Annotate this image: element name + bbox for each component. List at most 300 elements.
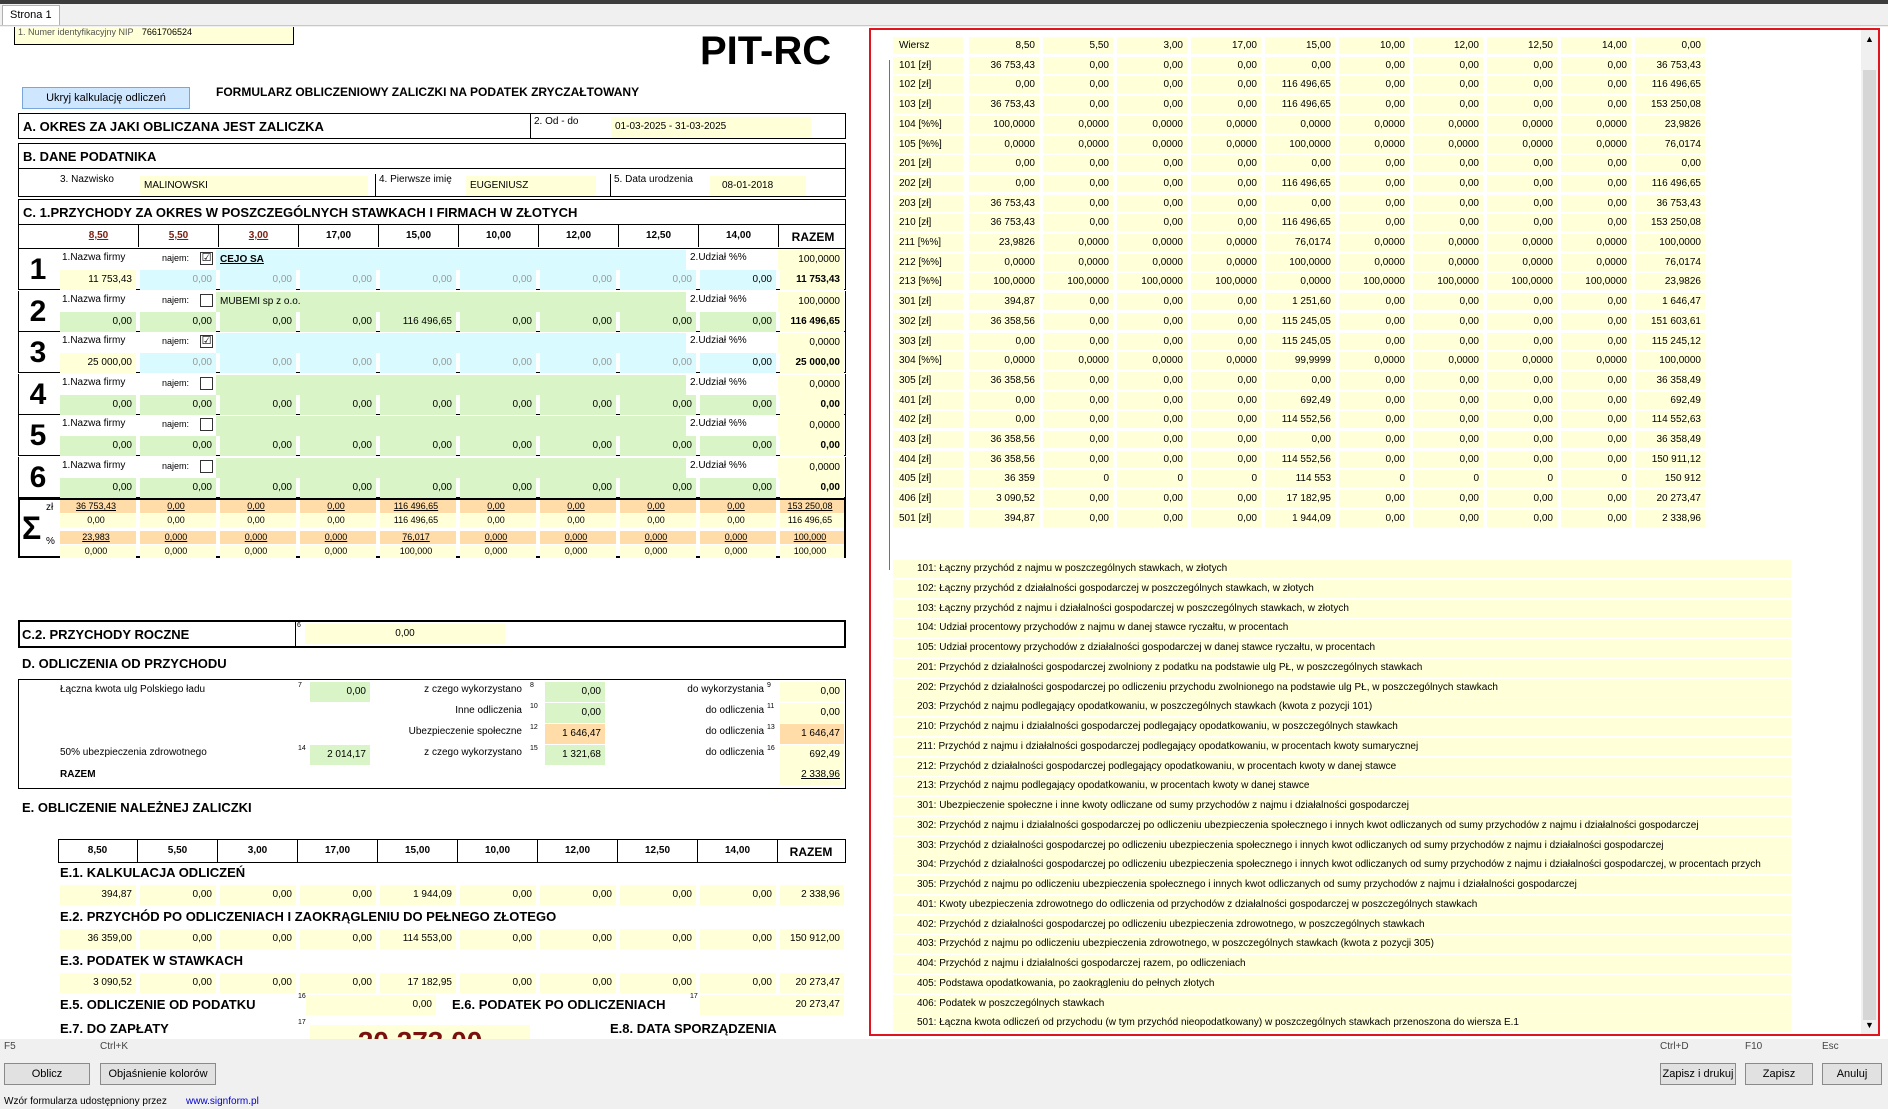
sum-zl_2-cell: 0,00 — [700, 514, 776, 527]
details-cell: 394,87 — [969, 293, 1039, 310]
section-c1-title: C. 1.PRZYCHODY ZA OKRES W POSZCZEGÓLNYCH STAWKACH I FIRMACH W ZŁOTYCH — [23, 205, 578, 220]
e5-num: 16 — [298, 993, 306, 1000]
save-and-print-button[interactable]: Zapisz i drukuj — [1660, 1063, 1736, 1085]
e3-cell: 20 273,47 — [780, 973, 844, 993]
details-cell: 76,0174 — [1265, 234, 1335, 251]
firm-value-cell[interactable]: 0,00 — [620, 353, 696, 373]
firm-value-cell[interactable]: 0,00 — [300, 395, 376, 415]
details-cell: 0,0000 — [1043, 116, 1113, 133]
details-cell: 0,0000 — [1191, 254, 1261, 271]
details-cell: 0,0000 — [969, 352, 1039, 369]
details-cell: 0,0000 — [1117, 116, 1187, 133]
scroll-thumb[interactable] — [1863, 70, 1876, 1020]
share-label: 2.Udział %% — [690, 335, 747, 346]
details-cell: 0,00 — [1413, 451, 1483, 468]
sum-pct_2-cell: 100,000 — [780, 545, 844, 558]
firm-number: 1 — [29, 253, 47, 286]
surname-input[interactable]: MALINOWSKI — [140, 176, 368, 196]
details-cell: 0,0000 — [1413, 136, 1483, 153]
firm-value-cell[interactable]: 0,00 — [540, 436, 616, 456]
details-cell: 0,00 — [1413, 333, 1483, 350]
cancel-button[interactable]: Anuluj — [1822, 1063, 1882, 1085]
details-cell: 0,0000 — [1339, 352, 1409, 369]
deduction-input-r1-2[interactable]: 0,00 — [545, 682, 605, 702]
details-cell: 99,9999 — [1265, 352, 1335, 369]
e3-cell: 0,00 — [620, 973, 696, 993]
deduction-input-r4-2[interactable]: 1 321,68 — [545, 745, 605, 765]
firm-value-cell[interactable]: 0,00 — [220, 312, 296, 332]
firm-value-cell[interactable]: 0,00 — [540, 395, 616, 415]
details-cell: 0,00 — [1561, 76, 1631, 93]
details-cell: 36 358,49 — [1635, 372, 1705, 389]
deduction-input-r4-3: 692,49 — [780, 745, 844, 765]
details-cell: 0,00 — [1117, 490, 1187, 507]
details-cell: 0,00 — [1191, 293, 1261, 310]
e2-cell: 0,00 — [460, 929, 536, 949]
description-line: 105: Udział procentowy przychodów z działalności gospodarczej w danej stawce ryczałtu, w procentach — [893, 639, 1791, 657]
firm-value-cell[interactable]: 0,00 — [380, 478, 456, 498]
firm-value-cell[interactable]: 0,00 — [460, 270, 536, 290]
details-cell: 150 912 — [1635, 470, 1705, 487]
details-cell: 0,0000 — [1561, 116, 1631, 133]
details-cell: 0,00 — [1043, 411, 1113, 428]
details-cell: 100,0000 — [969, 273, 1039, 290]
e1-cell: 1 944,09 — [380, 885, 456, 905]
deduction-label-r3-2: Ubezpieczenie społeczne — [408, 726, 522, 737]
sum-zl_1-cell: 0,00 — [700, 500, 776, 513]
details-row-label: 203 [zł] — [893, 195, 963, 212]
e2-cell: 36 359,00 — [60, 929, 136, 949]
firm-value-cell[interactable]: 0,00 — [220, 353, 296, 373]
deduction-input-r2-2[interactable]: 0,00 — [545, 703, 605, 723]
deduction-label-r4: 50% ubezpieczenia zdrowotnego — [60, 747, 207, 758]
save-button[interactable]: Zapisz — [1745, 1063, 1813, 1085]
details-row-label: 213 [%%] — [893, 273, 963, 290]
details-cell: 692,49 — [1635, 392, 1705, 409]
details-row-label: 404 [zł] — [893, 451, 963, 468]
e1-cell: 2 338,96 — [780, 885, 844, 905]
description-line: 404: Przychód z najmu i działalności gospodarczej razem, po odliczeniach — [893, 955, 1791, 973]
details-cell: 116 496,65 — [1635, 175, 1705, 192]
details-cell: 0,00 — [1043, 293, 1113, 310]
description-line: 202: Przychód z działalności gospodarczej po odliczeniu przychodu zwolnionego na podstawie ulg PŁ, w poszczególnych stawkach — [893, 679, 1791, 697]
firm-name-input[interactable] — [216, 333, 686, 353]
deduction-input-r1-3: 0,00 — [780, 682, 844, 702]
sum-pct_2-cell: 0,000 — [540, 545, 616, 558]
e3-cell: 0,00 — [300, 973, 376, 993]
details-cell: 0,00 — [1413, 490, 1483, 507]
najem-label: najem: — [162, 253, 190, 263]
details-row-label: 406 [zł] — [893, 490, 963, 507]
details-cell: 1 944,09 — [1265, 510, 1335, 527]
sum-pct_1-cell: 0,000 — [140, 531, 216, 544]
panel-scrollbar[interactable] — [1861, 30, 1878, 1034]
e-rate-header-3: 17,00 — [298, 840, 378, 862]
details-cell: 0,00 — [969, 392, 1039, 409]
firm-value-cell[interactable]: 25 000,00 — [60, 353, 136, 373]
e1-cell: 0,00 — [140, 885, 216, 905]
sum-zl_2-cell: 0,00 — [140, 514, 216, 527]
firm-name-label: 1.Nazwa firmy — [62, 252, 126, 263]
details-cell: 0,0000 — [1191, 352, 1261, 369]
details-cell: 0,00 — [1117, 155, 1187, 172]
sum-zl_2-cell: 0,00 — [220, 514, 296, 527]
details-cell: 153 250,08 — [1635, 96, 1705, 113]
rate-header-6: 12,00 — [539, 225, 619, 247]
deduction-num-r4-3: 16 — [767, 745, 775, 752]
firm-value-cell[interactable]: 0,00 — [700, 436, 776, 456]
details-cell: 0,00 — [1191, 411, 1261, 428]
tab-header — [0, 4, 1888, 26]
details-cell: 100,0000 — [1265, 136, 1335, 153]
details-row-label: 105 [%%] — [893, 136, 963, 153]
details-cell: 23,9826 — [969, 234, 1039, 251]
firm-name-label: 1.Nazwa firmy — [62, 459, 126, 471]
firm-value-cell[interactable]: 0,00 — [380, 353, 456, 373]
details-cell: 23,9826 — [1635, 116, 1705, 133]
key-esc: Esc — [1822, 1041, 1839, 1052]
details-cell: 36 358,56 — [969, 372, 1039, 389]
details-row-label: 405 [zł] — [893, 470, 963, 487]
firm-value-cell[interactable]: 0,00 — [620, 478, 696, 498]
sum-pct_1-cell: 0,000 — [460, 531, 536, 544]
najem-checkbox[interactable] — [200, 418, 213, 431]
details-cell: 0,00 — [1117, 372, 1187, 389]
firm-value-cell[interactable]: 0,00 — [140, 395, 216, 415]
details-cell: 0,00 — [1043, 155, 1113, 172]
details-cell: 0,0000 — [1487, 116, 1557, 133]
firm-value-cell[interactable]: 0,00 — [140, 478, 216, 498]
firm-value-cell[interactable]: 0,00 — [380, 270, 456, 290]
firm-value-cell[interactable]: 116 496,65 — [380, 312, 456, 332]
details-cell: 100,0000 — [1635, 234, 1705, 251]
details-cell: 0,00 — [1561, 411, 1631, 428]
share-label: 2.Udział %% — [690, 418, 747, 429]
sum-zl_1-cell: 0,00 — [460, 500, 536, 513]
section-d-title: D. ODLICZENIA OD PRZYCHODU — [22, 656, 227, 671]
details-cell: 0,00 — [1043, 490, 1113, 507]
details-cell: 0,00 — [1339, 313, 1409, 330]
details-cell: 12,50 — [1487, 37, 1557, 54]
details-cell: 0,00 — [1117, 411, 1187, 428]
details-cell: 0,0000 — [1043, 136, 1113, 153]
colors-explanation-button[interactable]: Objaśnienie kolorów — [100, 1063, 216, 1085]
firstname-input[interactable]: EUGENIUSZ — [466, 176, 596, 196]
description-line: 403: Przychód z najmu po odliczeniu ubezpieczenia zdrowotnego, w poszczególnych stawkach (kwota z pozycji 305) — [893, 935, 1791, 953]
description-line: 406: Podatek w poszczególnych stawkach — [893, 995, 1791, 1013]
details-cell: 0,0000 — [1561, 136, 1631, 153]
share-label: 2.Udział %% — [690, 293, 747, 305]
deduction-label-r2-3: do odliczenia — [705, 705, 764, 716]
share-input[interactable]: 0,0000 — [778, 416, 844, 436]
calculation-details-panel — [869, 28, 1880, 1036]
details-row-label: 501 [zł] — [893, 510, 963, 527]
sum-zl-label: zł — [46, 502, 54, 513]
details-cell: 36 358,56 — [969, 431, 1039, 448]
details-cell: 0 — [1487, 470, 1557, 487]
deduction-input-r4-1[interactable]: 2 014,17 — [310, 745, 370, 765]
firm-value-cell[interactable]: 0,00 — [220, 478, 296, 498]
details-cell: 100,0000 — [1635, 352, 1705, 369]
firm-value-cell[interactable]: 0,00 — [620, 395, 696, 415]
firm-total: 25 000,00 — [780, 353, 844, 373]
details-cell: 0,0000 — [1413, 254, 1483, 271]
details-cell: 0,00 — [1191, 333, 1261, 350]
firm-name-input[interactable]: MUBEMI sp z o.o. — [216, 292, 686, 312]
firm-value-cell[interactable]: 0,00 — [140, 353, 216, 373]
firm-value-cell[interactable]: 0,00 — [60, 395, 136, 415]
firm-name-label: 1.Nazwa firmy — [62, 335, 126, 346]
section-a-title: A. OKRES ZA JAKI OBLICZANA JEST ZALICZKA — [23, 119, 324, 134]
firm-value-cell[interactable]: 0,00 — [220, 395, 296, 415]
details-row-label: 202 [zł] — [893, 175, 963, 192]
firm-name-input[interactable]: CEJO SA — [216, 250, 686, 270]
hide-deductions-button[interactable]: Ukryj kalkulację odliczeń — [22, 87, 190, 109]
details-cell: 116 496,65 — [1265, 175, 1335, 192]
details-cell: 0,0000 — [1561, 234, 1631, 251]
details-cell: 0,00 — [1117, 195, 1187, 212]
firm-value-cell[interactable]: 0,00 — [700, 312, 776, 332]
share-input[interactable]: 100,0000 — [778, 250, 844, 270]
e1-cell: 0,00 — [620, 885, 696, 905]
details-cell: 0,00 — [1561, 155, 1631, 172]
deduction-num-r1-1: 7 — [298, 682, 302, 689]
firm-value-cell[interactable]: 0,00 — [620, 270, 696, 290]
details-cell: 0,00 — [1413, 175, 1483, 192]
details-cell: 115 245,05 — [1265, 313, 1335, 330]
e-rate-header-5: 10,00 — [458, 840, 538, 862]
description-line: 305: Przychód z najmu po odliczeniu ubezpieczenia społecznego i innych kwot odliczanych od sumy przychodów z najmu i działalności gospodarczej — [893, 876, 1791, 894]
firm-value-cell[interactable]: 0,00 — [700, 478, 776, 498]
details-cell: 0,00 — [1413, 392, 1483, 409]
firm-value-cell[interactable]: 0,00 — [220, 270, 296, 290]
footer-link[interactable]: www.signform.pl — [186, 1096, 259, 1107]
sum-pct_1-cell: 0,000 — [700, 531, 776, 544]
details-cell: 394,87 — [969, 510, 1039, 527]
details-cell: 0,00 — [1413, 313, 1483, 330]
rate-header-5: 10,00 — [459, 225, 539, 247]
details-cell: 5,50 — [1043, 37, 1113, 54]
details-cell: 0,00 — [1265, 431, 1335, 448]
details-cell: 0,00 — [1413, 57, 1483, 74]
deductions-total: 2 338,96 — [780, 765, 844, 785]
firm-value-cell[interactable]: 0,00 — [540, 270, 616, 290]
firm-name-label: 1.Nazwa firmy — [62, 293, 126, 305]
description-line: 210: Przychód z najmu i działalności gospodarczej podlegający opodatkowaniu, w poszczególnych stawkach — [893, 718, 1791, 736]
firm-value-cell[interactable]: 0,00 — [60, 436, 136, 456]
firm-value-cell[interactable]: 0,00 — [60, 312, 136, 332]
details-cell: 0 — [1561, 470, 1631, 487]
share-input[interactable]: 0,0000 — [778, 458, 844, 478]
details-cell: 0,00 — [1413, 195, 1483, 212]
firm-value-cell[interactable]: 0,00 — [540, 312, 616, 332]
details-cell: 0,0000 — [1561, 254, 1631, 271]
details-cell: 153 250,08 — [1635, 214, 1705, 231]
firm-value-cell[interactable]: 0,00 — [140, 436, 216, 456]
key-ctrld: Ctrl+D — [1660, 1041, 1689, 1052]
details-row-label: 104 [%%] — [893, 116, 963, 133]
details-cell: 0,00 — [1043, 392, 1113, 409]
e7-num: 17 — [298, 1019, 306, 1026]
details-cell: 114 552,56 — [1265, 411, 1335, 428]
details-cell: 0,00 — [1487, 96, 1557, 113]
najem-checkbox[interactable] — [200, 377, 213, 390]
sum-pct_1-cell: 100,000 — [780, 531, 844, 544]
nip-value[interactable]: 7661706524 — [141, 27, 192, 37]
firm-value-cell[interactable]: 0,00 — [700, 395, 776, 415]
firm-value-cell[interactable]: 0,00 — [540, 353, 616, 373]
firm-value-cell[interactable]: 0,00 — [220, 436, 296, 456]
firm-value-cell[interactable]: 0,00 — [460, 353, 536, 373]
details-row-label: 304 [%%] — [893, 352, 963, 369]
firm-value-cell[interactable]: 0,00 — [140, 270, 216, 290]
e3-cell: 0,00 — [140, 973, 216, 993]
e1-cell: 0,00 — [700, 885, 776, 905]
scroll-up-icon[interactable]: ▲ — [1865, 34, 1874, 44]
deduction-input-r1-1[interactable]: 0,00 — [310, 682, 370, 702]
firm-value-cell[interactable]: 0,00 — [300, 312, 376, 332]
details-cell: 0,00 — [1413, 411, 1483, 428]
details-cell: 0,0000 — [1339, 116, 1409, 133]
details-cell: 0,00 — [1043, 313, 1113, 330]
sum-zl_1-cell: 153 250,08 — [780, 500, 844, 513]
firm-value-cell[interactable]: 0,00 — [60, 478, 136, 498]
najem-checkbox[interactable]: ☑ — [201, 252, 212, 264]
description-line: 201: Przychód z działalności gospodarczej zwolniony z podatku na podstawie ulg PŁ, w poszczególnych stawkach — [893, 659, 1791, 677]
c2-divider — [295, 621, 296, 647]
details-cell: 0,0000 — [1339, 234, 1409, 251]
details-cell: 14,00 — [1561, 37, 1631, 54]
firm-value-cell[interactable]: 0,00 — [380, 436, 456, 456]
firm-name-input[interactable] — [216, 375, 686, 395]
firm-name-input[interactable] — [216, 416, 686, 436]
details-cell: 0,0000 — [1043, 352, 1113, 369]
firm-value-cell[interactable]: 0,00 — [540, 478, 616, 498]
e5-input[interactable]: 0,00 — [306, 995, 436, 1015]
details-cell: 36 358,49 — [1635, 431, 1705, 448]
details-cell: 0,00 — [969, 411, 1039, 428]
sum-zl_1-cell: 0,00 — [540, 500, 616, 513]
firm-value-cell[interactable]: 0,00 — [620, 312, 696, 332]
details-row-label: 101 [zł] — [893, 57, 963, 74]
details-cell: 0,00 — [1339, 155, 1409, 172]
firm-value-cell[interactable]: 0,00 — [700, 270, 776, 290]
firm-number: 5 — [29, 419, 47, 452]
deduction-num-r4-1: 14 — [298, 745, 306, 752]
firm-value-cell[interactable]: 0,00 — [620, 436, 696, 456]
firm-value-cell[interactable]: 0,00 — [300, 270, 376, 290]
firm-name-input[interactable] — [216, 458, 686, 478]
najem-checkbox[interactable] — [200, 460, 213, 473]
details-cell: 0,00 — [1265, 57, 1335, 74]
e-rate-header-7: 12,50 — [618, 840, 698, 862]
firm-value-cell[interactable]: 11 753,43 — [60, 270, 136, 290]
details-cell: 0,00 — [1635, 37, 1705, 54]
details-cell: 0,00 — [1339, 490, 1409, 507]
details-cell: 0,00 — [1413, 96, 1483, 113]
firm-value-cell[interactable]: 0,00 — [460, 395, 536, 415]
details-cell: 100,0000 — [1339, 273, 1409, 290]
sum-zl_1-cell: 116 496,65 — [380, 500, 456, 513]
details-cell: 36 359 — [969, 470, 1039, 487]
details-cell: 0,0000 — [1117, 352, 1187, 369]
firm-value-cell[interactable]: 0,00 — [140, 312, 216, 332]
sum-pct_1-cell: 76,017 — [380, 531, 456, 544]
firm-total: 0,00 — [780, 436, 844, 456]
details-cell: 0,00 — [1339, 214, 1409, 231]
details-cell: 0,00 — [1487, 431, 1557, 448]
details-cell: 0,0000 — [1265, 116, 1335, 133]
firm-value-cell[interactable]: 0,00 — [300, 478, 376, 498]
e-rate-header-1: 5,50 — [138, 840, 218, 862]
details-cell: 36 753,43 — [969, 195, 1039, 212]
firm-value-cell[interactable]: 0,00 — [300, 353, 376, 373]
share-input[interactable]: 0,0000 — [778, 375, 844, 395]
details-cell: 0,00 — [1413, 76, 1483, 93]
firm-number: 6 — [29, 460, 47, 494]
details-cell: 0,00 — [1635, 155, 1705, 172]
details-cell: 0,00 — [1561, 214, 1631, 231]
tab-page-1[interactable]: Strona 1 — [2, 5, 60, 25]
firm-value-cell[interactable]: 0,00 — [380, 395, 456, 415]
scroll-down-icon[interactable]: ▼ — [1865, 1020, 1874, 1030]
key-ctrlk: Ctrl+K — [100, 1041, 129, 1052]
dob-input[interactable]: 08-01-2018 — [710, 176, 806, 196]
e2-cell: 0,00 — [700, 929, 776, 949]
details-cell: 0,0000 — [1413, 116, 1483, 133]
e2-cell: 0,00 — [140, 929, 216, 949]
period-input[interactable]: 01-03-2025 - 31-03-2025 — [611, 117, 811, 137]
share-input[interactable]: 100,0000 — [778, 292, 844, 312]
details-cell: 0,00 — [1117, 313, 1187, 330]
annual-income-input[interactable]: 0,00 — [305, 624, 505, 644]
sum-zl_1-cell: 0,00 — [620, 500, 696, 513]
period-field-box — [530, 114, 845, 138]
details-cell: 0,00 — [1339, 411, 1409, 428]
share-input[interactable]: 0,0000 — [778, 333, 844, 353]
details-cell: 36 358,56 — [969, 451, 1039, 468]
sum-zl_2-cell: 0,00 — [620, 514, 696, 527]
details-cell: 0,00 — [1487, 490, 1557, 507]
details-row-label: Wiersz — [893, 37, 963, 54]
najem-checkbox[interactable]: ☑ — [201, 335, 212, 347]
firm-value-cell[interactable]: 0,00 — [700, 353, 776, 373]
najem-label: najem: — [162, 460, 190, 471]
details-cell: 36 753,43 — [969, 96, 1039, 113]
details-cell: 0,00 — [1487, 155, 1557, 172]
firm-value-cell[interactable]: 0,00 — [300, 436, 376, 456]
details-cell: 100,0000 — [1413, 273, 1483, 290]
calculate-button[interactable]: Oblicz — [4, 1063, 90, 1085]
firm-value-cell[interactable]: 0,00 — [460, 478, 536, 498]
details-cell: 0,00 — [1117, 333, 1187, 350]
najem-label: najem: — [162, 419, 190, 429]
firm-value-cell[interactable]: 0,00 — [460, 312, 536, 332]
details-row-label: 403 [zł] — [893, 431, 963, 448]
details-cell: 36 753,43 — [969, 57, 1039, 74]
firm-value-cell[interactable]: 0,00 — [460, 436, 536, 456]
deduction-input-r3-2[interactable]: 1 646,47 — [545, 724, 605, 744]
share-label: 2.Udział %% — [690, 376, 747, 388]
najem-checkbox[interactable] — [200, 294, 213, 307]
details-cell: 8,50 — [969, 37, 1039, 54]
details-cell: 0,00 — [969, 333, 1039, 350]
details-cell: 0,00 — [1339, 333, 1409, 350]
deduction-label-r4-3: do odliczenia — [705, 747, 764, 758]
e2-cell: 150 912,00 — [780, 929, 844, 949]
details-cell: 0,00 — [1265, 372, 1335, 389]
e-rate-header-0: 8,50 — [58, 840, 138, 862]
